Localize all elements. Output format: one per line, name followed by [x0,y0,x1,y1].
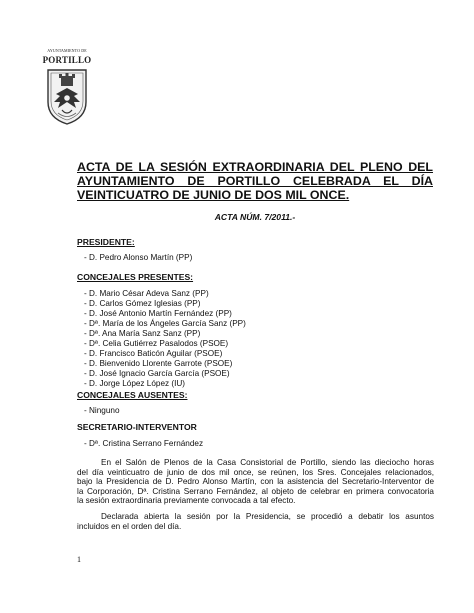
concejal-presente-item: - D. José Antonio Martín Fernández (PP) [84,309,232,318]
concejal-presente-item: - Dª. Celia Gutiérrez Pasalodos (PSOE) [84,339,229,348]
secretario-heading: SECRETARIO-INTERVENTOR [77,422,197,432]
title-line: AYUNTAMIENTO DE PORTILLO CELEBRADA EL DÍA [77,173,433,188]
paragraph-line: la sesión extraordinaria previamente convocada a tal efecto. [77,496,296,506]
title-line: VEINTICUATRO DE JUNIO DE DOS MIL ONCE. [77,187,350,202]
page-number: 1 [77,555,81,564]
concejal-presente-item: - D. Bienvenido Llorente Garrote (PSOE) [84,359,233,368]
paragraph-line: incluidos en el orden del día. [77,521,182,531]
concejal-presente-item: - Dª. María de los Ángeles García Sanz (PP) [84,319,246,328]
acta-number: ACTA NÚM. 7/2011.- [214,212,296,222]
presidente-name: - D. Pedro Alonso Martín (PP) [84,253,193,262]
paragraph-line: bajo la Presidencia de D. Pedro Alonso Martín, con la asistencia del Secretario-Interventor de [77,477,434,487]
concejal-presente-item: - D. Carlos Gómez Iglesias (PP) [84,299,201,308]
document-title [77,161,433,202]
presidente-heading: PRESIDENTE: [77,237,135,247]
concejal-presente-item: - D. José Ignacio García García (PSOE) [84,369,230,378]
municipal-coat-of-arms-icon [46,68,88,126]
paragraph-line: la Corporación, Dª. Cristina Serrano Fernández, al objeto de celebrar en primera convocatoria [77,486,434,496]
session-opening-paragraph [77,458,434,506]
session-declaration-paragraph [77,512,434,531]
crest-caption-small: AYUNTAMIENTO DE [47,48,87,53]
paragraph-line: del día veinticuatro de junio de dos mil once, se reúnen, los Sres. Concejales relacionados, [77,467,434,477]
concejales-presentes-heading: CONCEJALES PRESENTES: [77,272,194,282]
paragraph-line: Declarada abierta la sesión por la Presidencia, se procedió a debatir los asuntos [101,512,434,521]
paragraph-line: En el Salón de Plenos de la Casa Consistorial de Portillo, siendo las dieciocho horas [101,458,434,467]
title-line: ACTA DE LA SESIÓN EXTRAORDINARIA DEL PLENO DEL [77,160,433,174]
concejal-presente-item: - Dª. Ana María Sanz Sanz (PP) [84,329,201,338]
concejal-ausente-item: - Ninguno [84,406,120,415]
concejales-ausentes-heading: CONCEJALES AUSENTES: [77,390,188,400]
concejal-presente-item: - D. Jorge López López (IU) [84,379,186,388]
concejal-presente-item: - D. Francisco Baticón Aguilar (PSOE) [84,349,223,358]
secretario-name: - Dª. Cristina Serrano Fernández [84,439,204,448]
crest-caption-town: PORTILLO [42,55,92,65]
concejal-presente-item: - D. Mario César Adeva Sanz (PP) [84,289,209,298]
